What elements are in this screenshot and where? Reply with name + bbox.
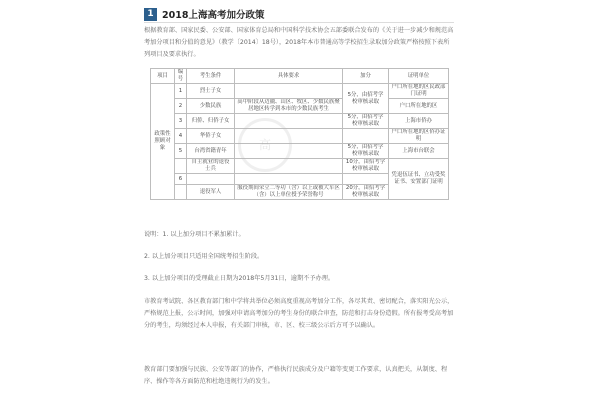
- num-cell: 3: [175, 114, 187, 129]
- table-row: [151, 159, 449, 174]
- table-row: [151, 84, 449, 99]
- header-bonus: 加分: [343, 69, 389, 84]
- proof-cell: 户口所在地的区侨办证明: [389, 129, 449, 144]
- bonus-cell: 5分，由招考学校审核录取: [343, 144, 389, 159]
- cond-cell: 台湾省籍青年: [187, 144, 235, 159]
- header-requirement: 具体要求: [235, 69, 343, 84]
- req-cell: [235, 84, 343, 99]
- table-row: [151, 144, 449, 159]
- table-row: [151, 114, 449, 129]
- req-cell: 服役期间荣立二等功（含）以上或被大军区（含）以上单位授予荣誉称号: [235, 185, 343, 200]
- intro-paragraph: 根据教育部、国家民委、公安部、国家体育总局和中国科学技术协会五部委联合发布的《关于进一步减少和规范高考加分项目和分值的意见》（教学〔2014〕18号），2018年本市普通高等学校招生录取加分政策严格按照下表所列项目及要求执行。: [144, 27, 454, 58]
- table-header-row: [151, 69, 449, 84]
- policy-table: [150, 68, 449, 200]
- bonus-cell: 10分，由招考学校审核录取: [343, 159, 389, 174]
- cond-cell: 自主就业的退役士兵: [187, 159, 235, 174]
- section-header: [144, 7, 444, 21]
- bonus-cell: [343, 129, 389, 144]
- cond-cell: 华侨子女: [187, 129, 235, 144]
- num-cell: 5: [175, 144, 187, 159]
- header-divider: [144, 22, 454, 23]
- bonus-cell: [343, 174, 389, 185]
- note-3: 3. 以上加分项目的受理截止日期为2018年5月31日，逾期不予办理。: [144, 275, 335, 282]
- cond-cell: 归侨、归侨子女: [187, 114, 235, 129]
- req-cell: 高中阶段从边疆、山区、牧区、少数民族聚居地区转学到本市的少数民族考生: [235, 99, 343, 114]
- num-cell: [175, 159, 187, 174]
- bonus-cell: 5分，由招考学校审核录取: [343, 84, 389, 114]
- cond-cell: 烈士子女: [187, 84, 235, 99]
- paragraph-review: 市教育考试院、各区教育部门和中学将共举位必须高度重视高考加分工作，各尽其责、密切配合，落实阳光公示，严格规范上报，公示时间，加强对申请高考加分的考生身份的联合审查，防范和打击身份造假。所有报考受高考加分的考生，均须经过本人申报，有关部门审核，市、区、校三级公示后方可予以确认。: [144, 298, 454, 329]
- proof-cell: 户口所在地的区: [389, 99, 449, 114]
- table-row: [151, 99, 449, 114]
- section-title: 2018上海高考加分政策: [162, 10, 265, 21]
- table-row: [151, 129, 449, 144]
- cond-cell: [187, 174, 235, 185]
- paragraph-coordination: 教育部门要加强与民族、公安等部门的协作，严格执行民族成分及户籍等变更工作要求，认真把关，从制度、程序、操作等各方面防范和杜绝违规行为的发生。: [144, 366, 448, 385]
- proof-cell: 户口所在地的区民政部门证明: [389, 84, 449, 99]
- header-number: 编号: [175, 69, 187, 84]
- num-cell: [175, 185, 187, 200]
- project-cell: 政策性照顾对象: [151, 84, 175, 200]
- num-cell: 2: [175, 99, 187, 114]
- num-cell: 6: [175, 174, 187, 185]
- num-cell: 1: [175, 84, 187, 99]
- proof-cell: 上海市侨办: [389, 114, 449, 129]
- num-cell: 4: [175, 129, 187, 144]
- proof-cell: 上海市台联会: [389, 144, 449, 159]
- cond-cell: 退役军人: [187, 185, 235, 200]
- section-number-badge: 1: [144, 8, 157, 21]
- watermark-logo: 高: [238, 118, 292, 172]
- bonus-cell: 20分，由招考学校审核录取: [343, 185, 389, 200]
- header-project: 项目: [151, 69, 175, 84]
- note-2: 2. 以上加分项目只适用全国统考招生阶段。: [144, 253, 264, 260]
- bonus-cell: 5分，由招考学校审核录取: [343, 114, 389, 129]
- header-condition: 考生条件: [187, 69, 235, 84]
- cond-cell: 少数民族: [187, 99, 235, 114]
- req-cell: [235, 174, 343, 185]
- note-1: 说明：1. 以上加分项目不累加累计。: [144, 231, 245, 238]
- proof-cell: 凭退伍证书、立功受奖证书、安置部门证明: [389, 159, 449, 200]
- header-proof: 证明单位: [389, 69, 449, 84]
